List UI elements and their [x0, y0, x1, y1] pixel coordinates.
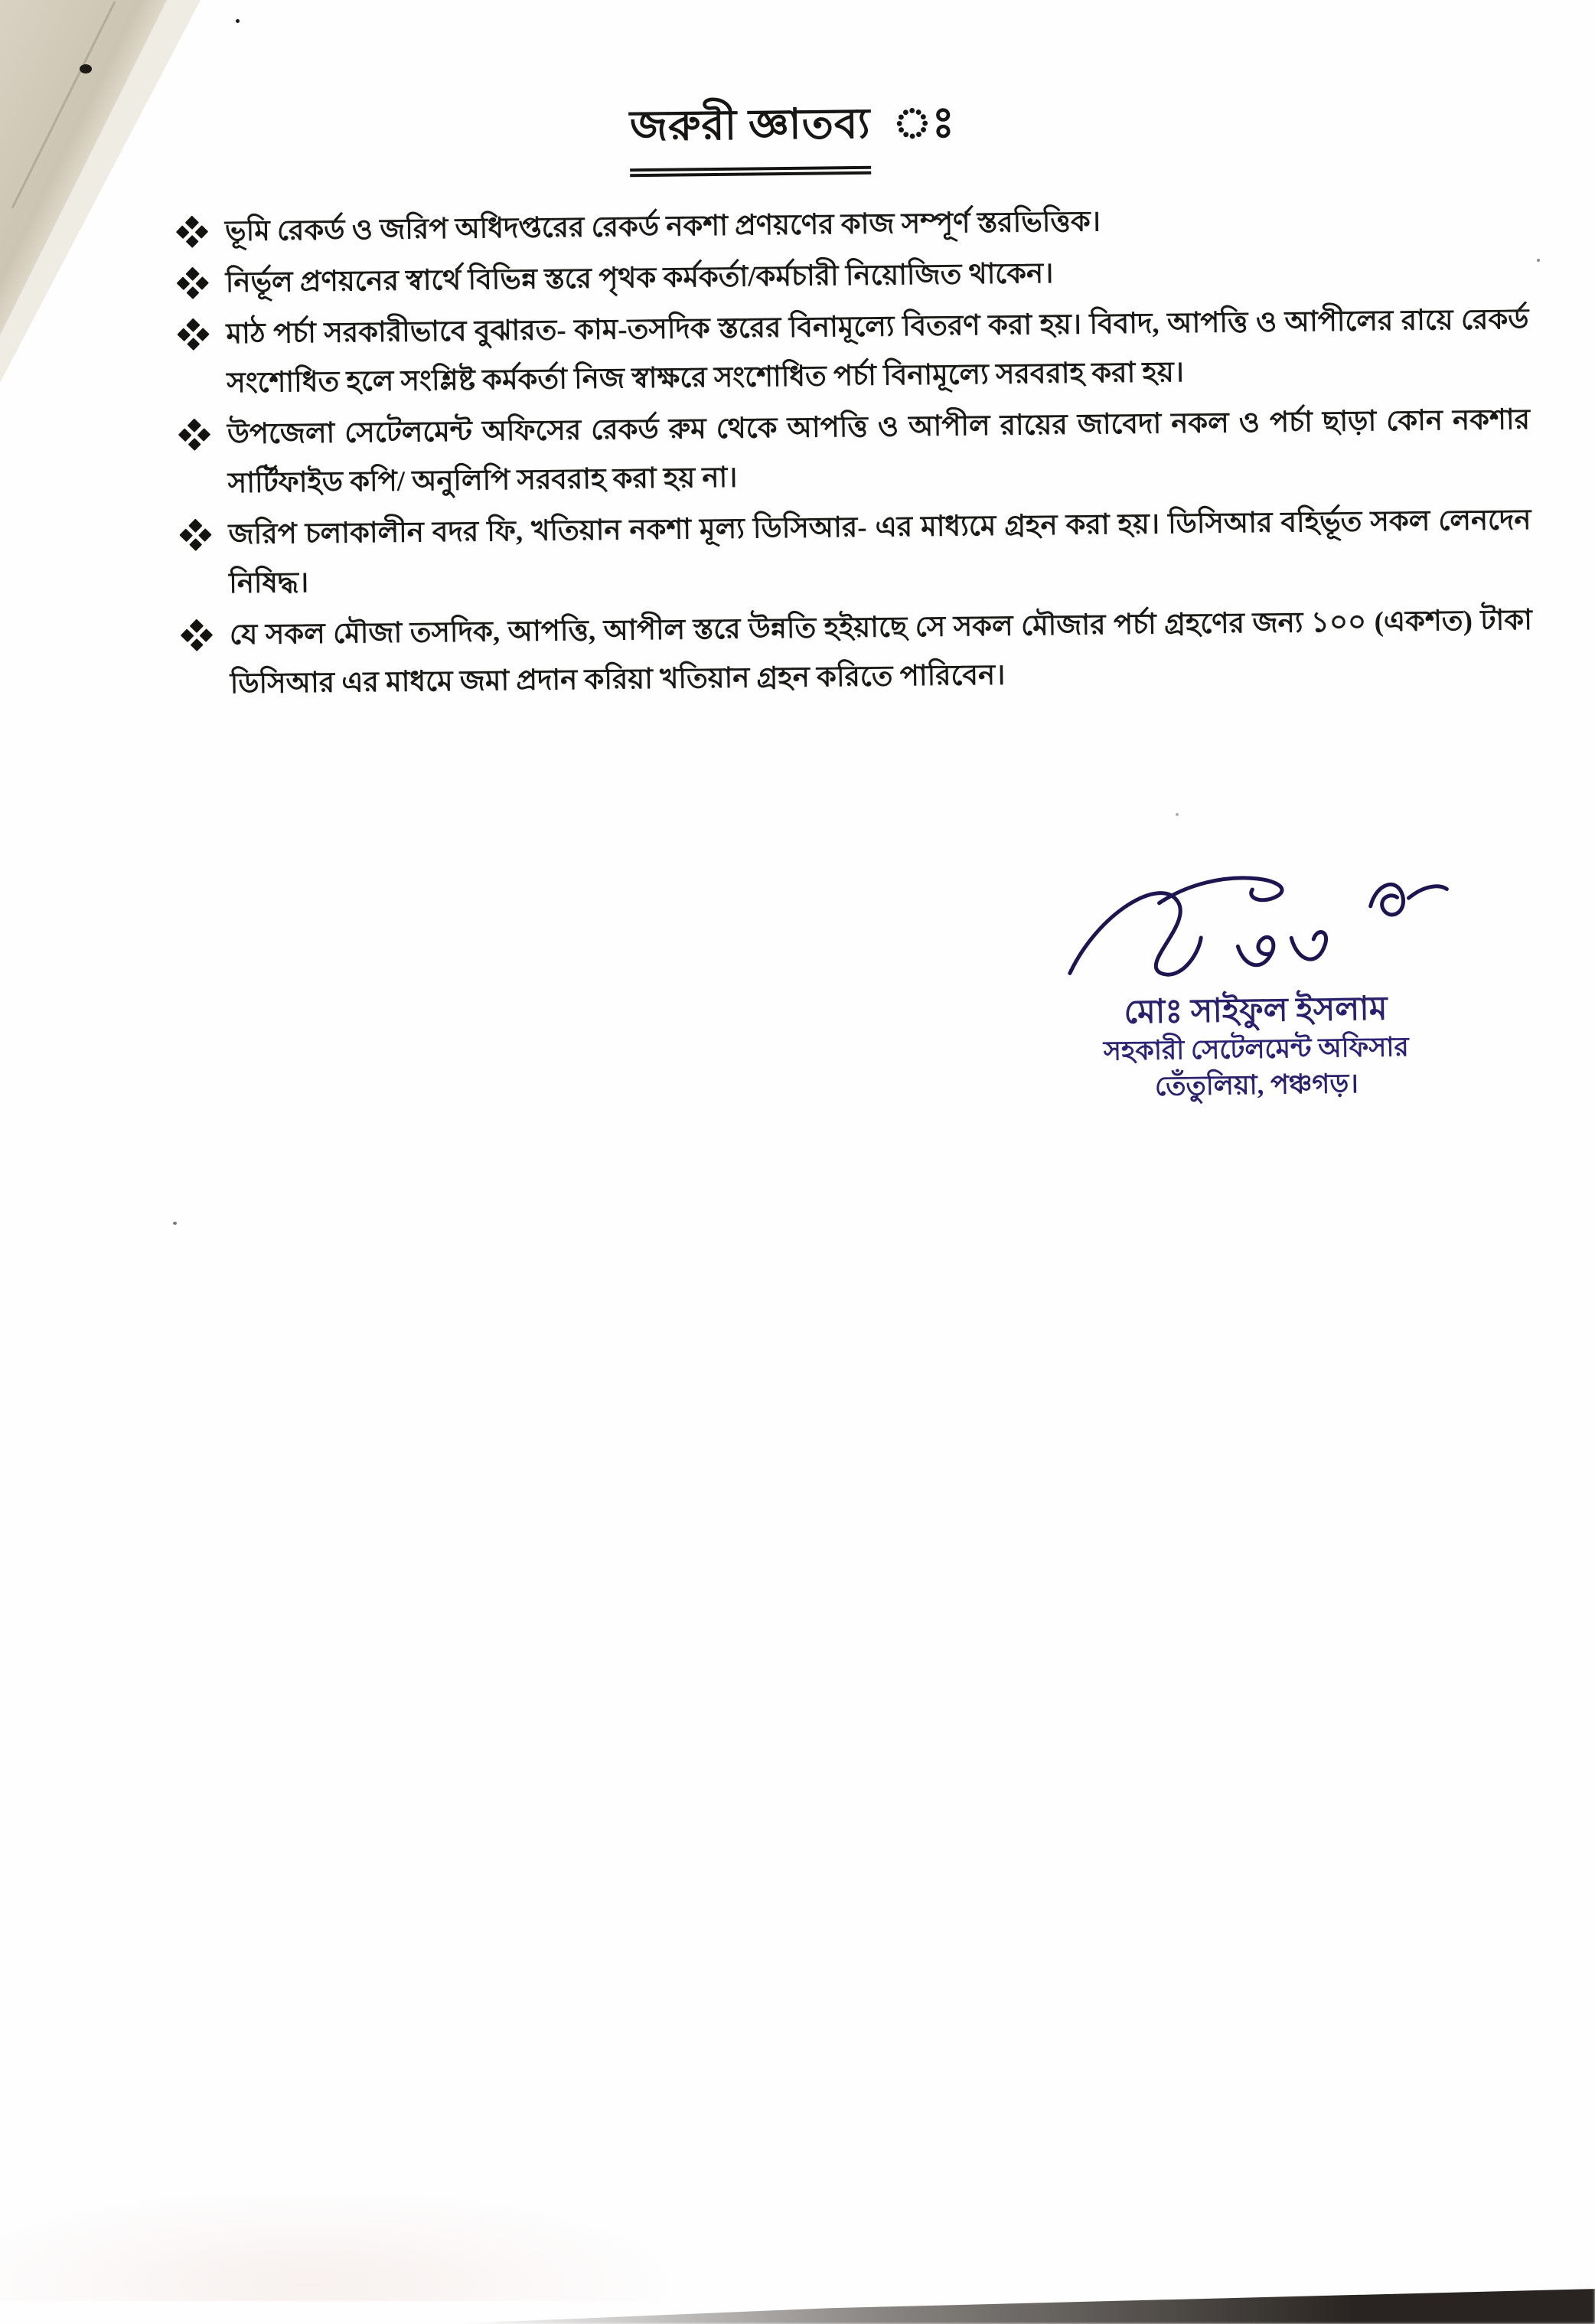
scan-speck — [1176, 813, 1179, 816]
diamond-bullet-icon — [181, 619, 213, 651]
scan-smear — [0, 2186, 689, 2301]
page-title — [118, 85, 1467, 183]
bullet-text: উপজেলা সেটেলমেন্ট অফিসের রেকর্ড রুম থেকে আপত্তি ও আপীল রায়ের জাবেদা নকল ও পর্চা ছাড়া কোন নকশার সার্টিফাইড কপি/ অনুলিপি সরবরাহ করা হয় না। — [227, 403, 1531, 500]
diamond-bullet-icon — [177, 267, 209, 299]
page-title-suffix: ঃ — [892, 99, 956, 147]
list-item — [184, 596, 1533, 710]
signatory-name: মোঃ সাইফুল ইসলাম — [1124, 991, 1388, 1031]
list-item — [181, 396, 1531, 509]
scan-speck — [1537, 259, 1540, 262]
handwritten-signature — [1047, 853, 1463, 1004]
page-title-text: জরুরী জ্ঞাতব্য — [629, 92, 871, 178]
notice-bullet-list — [179, 193, 1533, 710]
diamond-bullet-icon — [176, 216, 208, 248]
signatory-designation: সহকারী সেটেলমেন্ট অফিসার — [1103, 1032, 1409, 1066]
bullet-text: নির্ভূল প্রণয়নের স্বার্থে বিভিন্ন স্তরে পৃথক কর্মকর্তা/কর্মচারী নিয়োজিত থাকেন। — [225, 258, 1054, 299]
bullet-text: যে সকল মৌজা তসদিক, আপত্তি, আপীল স্তরে উন্নতি হইয়াছে সে সকল মৌজার পর্চা গ্রহণের জন্য ১০০ (একশত) টাকা ডিসিআর এর মাধমে জমা প্রদান করিয়া খতিয়ান গ্রহন করিতে পারিবেন। — [229, 604, 1533, 700]
bullet-text: ভূমি রেকর্ড ও জরিপ অধিদপ্তরের রেকর্ড নকশা প্রণয়ণের কাজ সম্পূর্ণ স্তরভিত্তিক। — [224, 206, 1101, 248]
scan-speck — [173, 1222, 177, 1225]
diamond-bullet-icon — [177, 318, 209, 351]
signature-block — [1038, 853, 1473, 1107]
bullet-text: জরিপ চলাকালীন বদর ফি, খতিয়ান নকশা মূল্য ডিসিআর- এর মাধ্যমে গ্রহন করা হয়। ডিসিআর বহির্ভূত সকল লেনদেন নিষিদ্ধ। — [228, 504, 1531, 600]
signatory-location: তেঁতুলিয়া, পঞ্চগড়। — [1154, 1069, 1359, 1102]
scan-speck — [236, 19, 240, 23]
bullet-text: মাঠ পর্চা সরকারীভাবে বুঝারত- কাম-তসদিক স্তরের বিনামূল্যে বিতরণ করা হয়। বিবাদ, আপত্তি ও আপীলের রায়ে রেকর্ড সংশোধিত হলে সংশ্লিষ্ট কর্মকর্তা নিজ স্বাক্ষরে সংশোধিত পর্চা বিনামূল্যে সরবরাহ করা হয়। — [226, 303, 1529, 400]
document-body — [178, 84, 1533, 712]
list-item — [180, 295, 1529, 409]
diamond-bullet-icon — [178, 419, 210, 451]
diamond-bullet-icon — [179, 519, 211, 551]
list-item — [182, 496, 1531, 609]
